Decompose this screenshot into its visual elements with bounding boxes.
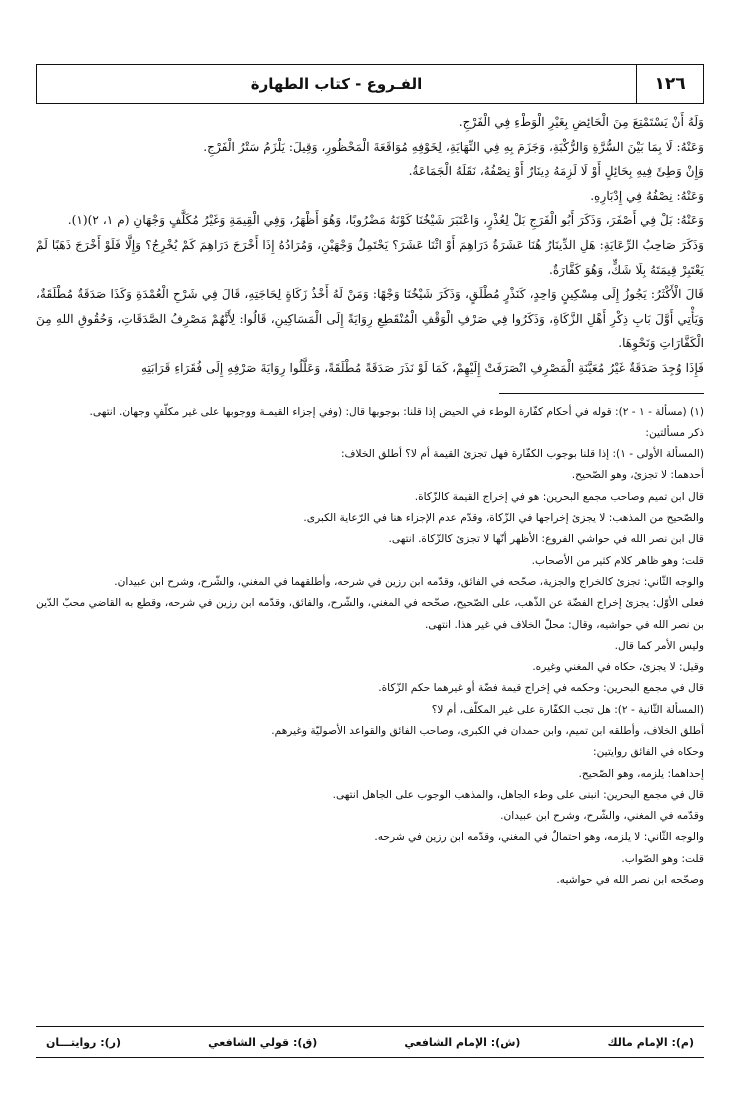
main-paragraph: وَعَنْهُ: نِصْفُهُ فِي إِدْبَارِهِ. xyxy=(590,188,704,203)
footnote-line: قال ابن تميم وصاحب مجمع البحرين: هو في إخراج القيمة كالزّكاة. xyxy=(414,490,704,503)
footnote-line: فعلى الأوّل: يجزئ إخراج الفضّة عن الذّهب، على الصّحيح، صحّحه في المغني، والشّرح، والفائق، وقدّمه ابن رزين في شرحه، وقطع به القاضي محبّ الدّين بن نصر الله في حواشيه، وقال: محلّ الخلاف في غير هذا. انتهى. xyxy=(36,597,704,631)
footnote-line: أحدهما: لا تجزئ، وهو الصّحيح. xyxy=(571,469,704,482)
footnote-line: (المسألة الثّانية - ٢): هل تجب الكفّارة على غير المكلّف، أم لا؟ xyxy=(431,703,704,716)
main-paragraph: وَلَهُ أَنْ يَسْتَمْتِعَ مِنَ الْحَائِضِ بِغَيْرِ الْوَطْءِ فِي الْفَرْجِ. xyxy=(458,115,704,129)
abbrev-two-narrations: (ر): روايتـــان xyxy=(46,1035,122,1049)
footnote-line: قلت: وهو الصّواب. xyxy=(621,852,704,865)
abbreviation-key xyxy=(36,1026,704,1058)
page-number: ١٢٦ xyxy=(636,65,703,103)
page-header xyxy=(36,64,704,104)
main-paragraph: وَعَنْهُ: لَا بِمَا بَيْنَ السُّرَّةِ وَالرُّكْبَةِ، وَجَزَمَ بِهِ فِي النِّهَايَةِ، لِخَوْفِهِ مُوَاقَعَةَ الْمَحْظُورِ، وَقِيلَ: يَلْزَمُ سَتْرُ الْفَرْجِ. xyxy=(203,139,704,154)
footnote-line: قال في مجمع البحرين: وحكمه في إخراج قيمة فضّة أو غيرهما حكم الزّكاة. xyxy=(378,682,704,695)
footnote-line: أطلق الخلاف، وأطلقه ابن تميم، وابن حمدان في الكبرى، وصاحب الفائق والقواعد الأصوليّة وغيرهم. xyxy=(271,724,704,737)
footnote-line: وقيل: لا يجزئ، حكاه في المغني وغيره. xyxy=(532,661,704,674)
running-title: الفـروع - كتاب الطهارة xyxy=(250,75,423,93)
main-paragraph: وَذَكَرَ صَاحِبُ الرِّعَايَةِ: هَلِ الدِّينَارُ هُنَا عَشَرَةُ دَرَاهِمَ أَوْ اثْنَا عَشَرَ؟ يَحْتَمِلُ وَجْهَيْنِ، وَمُرَادُهُ إِذَا أَخْرَجَ دَرَاهِمَ كَمْ يُخْرِجُ؟ وَإِلَّا فَلَوْ أَخْرَجَ ذَهَبًا لَمْ يَعْتَبِرْ قِيمَتَهُ بِلَا شَكٍّ، وَهُوَ كَفَّارَةٌ. xyxy=(36,237,704,277)
main-paragraph: قَالَ الْأَكْثَرُ: يَجُوزُ إِلَى مِسْكِينٍ وَاحِدٍ، كَنَذْرٍ مُطْلَقٍ، وَذَكَرَ شَيْخُنَا وَجْهًا: وَمَنْ لَهُ أَخْذُ زَكَاةٍ لِحَاجَتِهِ، قَالَ فِي شَرْحِ الْعُمْدَةِ وَكَذَا صَدَقَةٌ مُطْلَقَةٌ، وَيَأْتِي أَوَّلَ بَابِ ذِكْرِ أَهْلِ الزَّكَاةِ، وَذَكَرُوا فِي صَرْفِ الْوَقْفِ الْمُنْقَطِعِ رِوَايَةً إِلَى الْمَسَاكِينِ، قَالُوا: لِأَنَّهُمْ مَصْرِفُ الصَّدَقَاتِ، وَحُقُوقِ اللهِ مِنَ الْكَفَّارَاتِ وَنَحْوِهَا. xyxy=(36,287,704,351)
book-page xyxy=(36,64,704,1074)
footnote-line: (١) (مسألة - ١ - ٢): قوله في أحكام كفّارة الوطء في الحيض إذا قلنا: بوجوبها قال: (وفي إجزاء القيمـة ووجوبها على غير مكلّفٍ وجهان. انتهى. xyxy=(89,405,704,418)
footnote-line: وصحّحه ابن نصر الله في حواشيه. xyxy=(556,874,704,887)
footnote-line: قلت: وهو ظاهر كلام كثير من الأصحاب. xyxy=(531,554,704,567)
footnote-line: إحداهما: يلزمه، وهو الصّحيح. xyxy=(578,767,704,780)
footnote-line: ذكر مسألتين: xyxy=(645,426,704,439)
footnote-line: قال في مجمع البحرين: انبنى على وطء الجاهل، والمذهب الوجوب على الجاهل انتهى. xyxy=(332,788,704,801)
footnote-line: والصّحيح من المذهب: لا يجزئ إخراجها في الزّكاة، وقدّم عدم الإجزاء هنا في الرّعاية الكبرى. xyxy=(303,512,704,525)
footnote-line: قال ابن نصر الله في حواشي الفروع: الأظهر أنّها لا تجزئ كالزّكاة. انتهى. xyxy=(388,533,704,546)
footnotes xyxy=(36,402,704,892)
footnote-line: وليس الأمر كما قال. xyxy=(614,639,704,652)
abbrev-malik: (م): الإمام مالك xyxy=(607,1035,694,1049)
footnote-divider xyxy=(499,393,704,394)
footnote-line: وقدّمه في المغني، والشّرح، وشرح ابن عبيدان. xyxy=(500,810,704,823)
footnote-line: وحكاه في الفائق روايتين: xyxy=(593,746,704,759)
footnote-line: والوجه الثّاني: تجزئ كالخراج والجزية، صحّحه في الفائق، وقدّمه ابن رزين في شرحه، وأطلقهما في المغني، والشّرح، وشرح ابن عبيدان. xyxy=(114,575,704,588)
main-text xyxy=(36,110,704,381)
main-paragraph: وَعَنْهُ: بَلْ فِي أَصْفَرَ، وَذَكَرَ أَبُو الْفَرَجِ بَلْ لِعُذْرٍ، وَاعْتَبَرَ شَيْخُنَا كَوْنَهُ مَضْرُوبًا، وَهُوَ أَظْهَرُ، وَفِي الْقِيمَةِ وَغَيْرُ مُكَلَّفٍ وَجْهَانِ (م ١، ٢)(١). xyxy=(67,213,704,228)
main-paragraph: وَإِنْ وَطِئَ فِيهِ بِحَائِلٍ أَوْ لَا لَزِمَهُ دِينَارٌ أَوْ نِصْفُهُ، نَقَلَهُ الْجَمَاعَةُ. xyxy=(408,164,704,179)
footnote-line: والوجه الثّاني: لا يلزمه، وهو احتمالٌ في المغني، وقدّمه ابن رزين في شرحه. xyxy=(374,831,704,844)
abbrev-shafii: (ش): الإمام الشافعي xyxy=(404,1035,521,1049)
footnote-line: (المسألة الأولى - ١): إذا قلنا بوجوب الكفّارة فهل تجزئ القيمة أم لا؟ أطلق الخلاف: xyxy=(340,448,704,461)
abbrev-shafii-two-views: (ق): قولي الشافعي xyxy=(208,1035,318,1049)
main-paragraph: فَإِذَا وُجِدَ صَدَقَةٌ غَيْرُ مُعَيَّنَةِ الْمَصْرِفِ انْصَرَفَتْ إِلَيْهِمْ، كَمَا لَوْ نَذَرَ صَدَقَةً مُطْلَقَةً، وَعَلَّلُوا رِوَايَةَ صَرْفِهِ إِلَى فُقَرَاءِ قَرَابَتِهِ xyxy=(140,360,704,375)
